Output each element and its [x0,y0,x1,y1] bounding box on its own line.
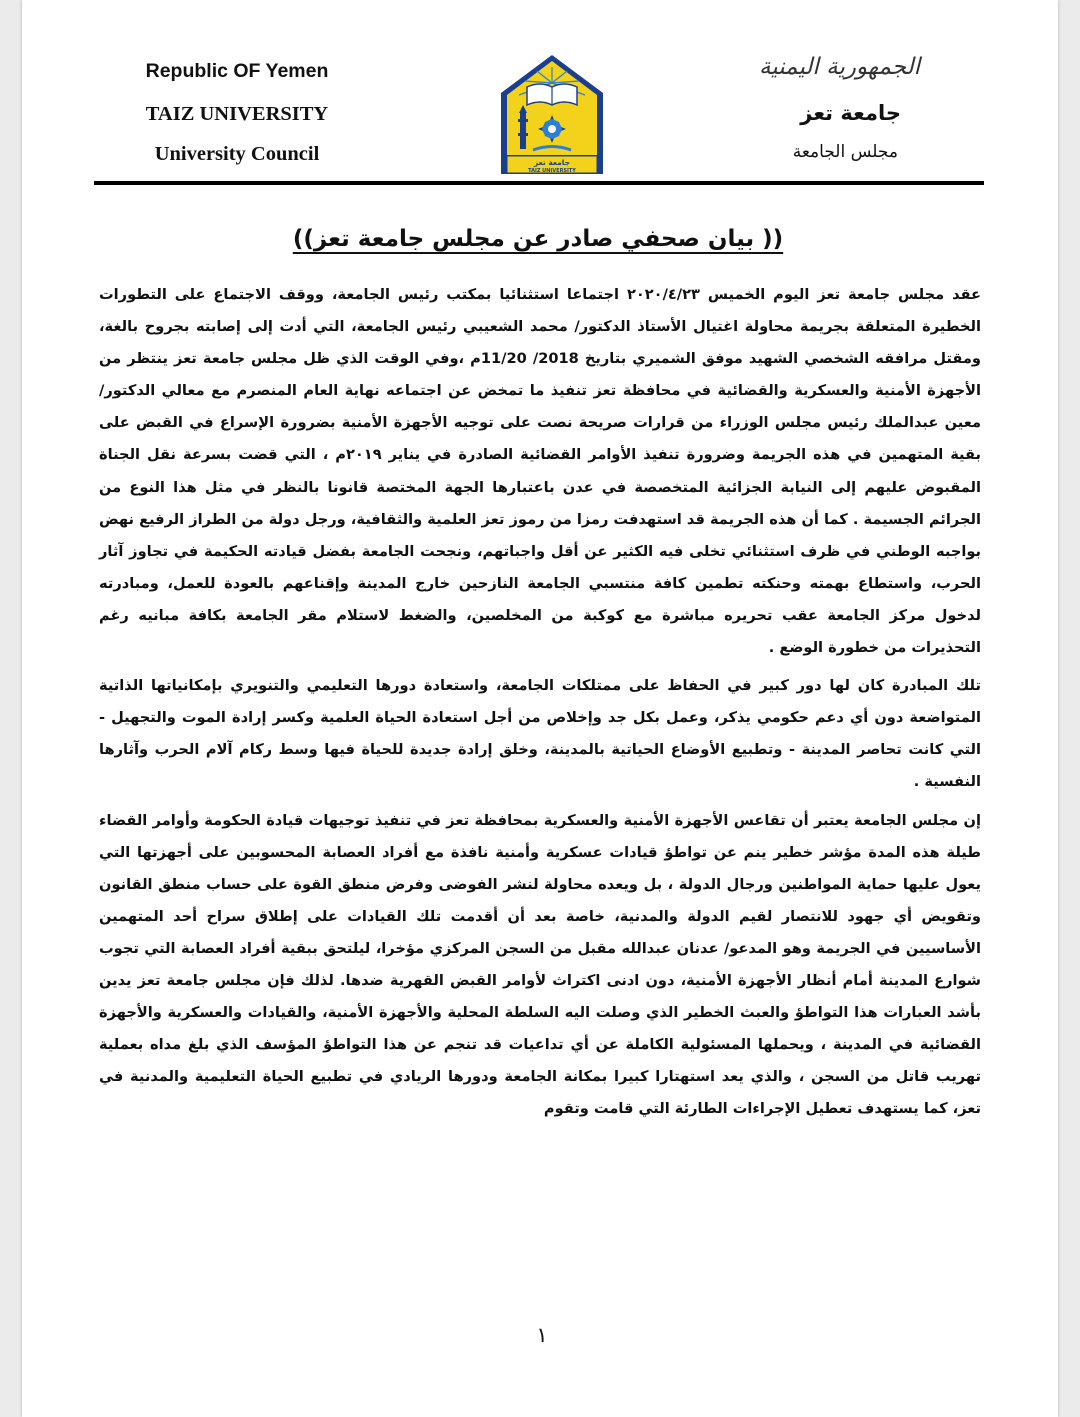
page-number: ١ [536,1323,548,1347]
taiz-university-logo [493,53,611,178]
svg-text:TAIZ UNIVERSITY: TAIZ UNIVERSITY [528,168,576,174]
header-university-en: TAIZ UNIVERSITY [145,103,329,125]
header-divider [94,181,984,185]
statement-title: (( بيان صحفي صادر عن مجلس جامعة تعز)) [292,226,784,252]
statement-paragraph-2: تلك المبادرة كان لها دور كبير في الحفاظ على ممتلكات الجامعة، واستعادة دورها التعليمي والتنويري بإمكانياتها الذاتية المتواضعة دون أي دعم حكومي يذكر، وعمل بكل جد وإخلاص من أجل استعادة الحياة العلمية وكسر إرادة الموت والتجهيل - التي كانت تحاصر المدينة - وتطبيع الأوضاع الحياتية بالمدينة، وخلق إرادة جديدة للحياة فيها وسط ركام آلام الحرب وآثارها النفسية . [99,677,981,791]
header-university-ar: جامعة تعز [800,101,901,125]
svg-text:جامعة تعز: جامعة تعز [534,158,570,167]
header-council-en: University Council [154,143,320,165]
statement-body [99,279,981,1125]
statement-paragraph-3: إن مجلس الجامعة يعتبر أن تقاعس الأجهزة الأمنية والعسكرية بمحافظة تعز في تنفيذ توجيهات قيادة الحكومة وأوامر القضاء طيلة هذه المدة مؤشر خطير ينم عن تواطؤ قيادات عسكرية وأمنية نافذة مع أفراد العصابة المحسوبين على أجهزتها التي يعول عليها حماية المواطنين ورجال الدولة ، بل ويعده محاولة لنشر الفوضى وفرض منطق القوة على حساب منطق القانون وتقويض أي جهود للانتصار لقيم الدولة والمدنية، خاصة بعد أن أقدمت تلك القيادات على إطلاق سراح أحد المتهمين الأساسيين في الجريمة وهو المدعو/ عدنان عبدالله مقبل من السجن المركزي مؤخرا، ليلتحق ببقية أفراد العصابة التي تجوب شوارع المدينة أمام أنظار الأجهزة الأمنية، دون ادنى اكتراث لأوامر القبض القهرية ضدها. لذلك فإن مجلس جامعة تعز يدين بأشد العبارات هذا التواطؤ والعبث الخطير الذي وصلت اليه السلطة المحلية والأجهزة الأمنية، والقيادات والعسكرية والأجهزة القضائية في المدينة ، ويحملها المسئولية الكاملة عن أي تداعيات قد تنجم عن هذا التواطؤ المؤسف الذي بلغ مداه بعملية تهريب قاتل من السجن ، والذي يعد استهتارا كبيرا بمكانة الجامعة ودورها الريادي في تطبيع الحياة التعليمية والمدنية في تعز، كما يستهدف تعطيل الإجراءات الطارئة التي قامت وتقوم [99,811,981,1118]
header-council-ar: مجلس الجامعة [792,142,898,162]
header-republic-ar: الجمهورية اليمنية [758,54,920,80]
statement-paragraph-1: عقد مجلس جامعة تعز اليوم الخميس ٢٠٢٠/٤/٢٣ اجتماعا استثنائيا بمكتب رئيس الجامعة، ووقف الاجتماع على التطورات الخطيرة المتعلقة بجريمة محاولة اغتيال الأستاذ الدكتور/ محمد الشعيبي رئيس الجامعة، التي أدت إلى إصابته بجروح بالغة، ومقتل مرافقه الشخصي الشهيد موفق الشميري بتاريخ 2018/ 11/20م ،وفي الوقت الذي ظل مجلس جامعة تعز ينتظر من الأجهزة الأمنية والعسكرية والقضائية في محافظة تعز تنفيذ ما تمخض عن اجتماعه نهاية العام المنصرم مع معالي الدكتور/ معين عبدالملك رئيس مجلس الوزراء من قرارات صريحة نصت على توجيه الأجهزة الأمنية بضرورة الإسراع في القبض على بقية المتهمين في هذه الجريمة وضرورة تنفيذ الأوامر القضائية الصادرة في يناير ٢٠١٩م ، التي قضت بسرعة نقل الجناة المقبوض عليهم إلى النيابة الجزائية المتخصصة في عدن باعتبارها الجهة المختصة قانونا بالنظر في مثل هذا النوع من الجرائم الجسيمة . كما أن هذه الجريمة قد استهدفت رمزا من رموز تعز العلمية والثقافية، ورجل دولة من الطراز الرفيع نهض بواجبه الوطني في ظرف استثنائي تخلى فيه الكثير عن أقل واجباتهم، ونجحت الجامعة بفضل قيادته الحكيمة في تجاوز آثار الحرب، واستطاع بهمته وحنكته تطمين كافة منتسبي الجامعة النازحين خارج المدينة وإقناعهم بالعودة للعمل، ومبادرته لدخول مركز الجامعة عقب تحريره مباشرة مع كوكبة من المخلصين، والضغط لاستلام مقر الجامعة بكافة مبانيه رغم التحذيرات من خطورة الوضع . [99,286,981,657]
header-republic-en: Republic OF Yemen [145,60,329,82]
